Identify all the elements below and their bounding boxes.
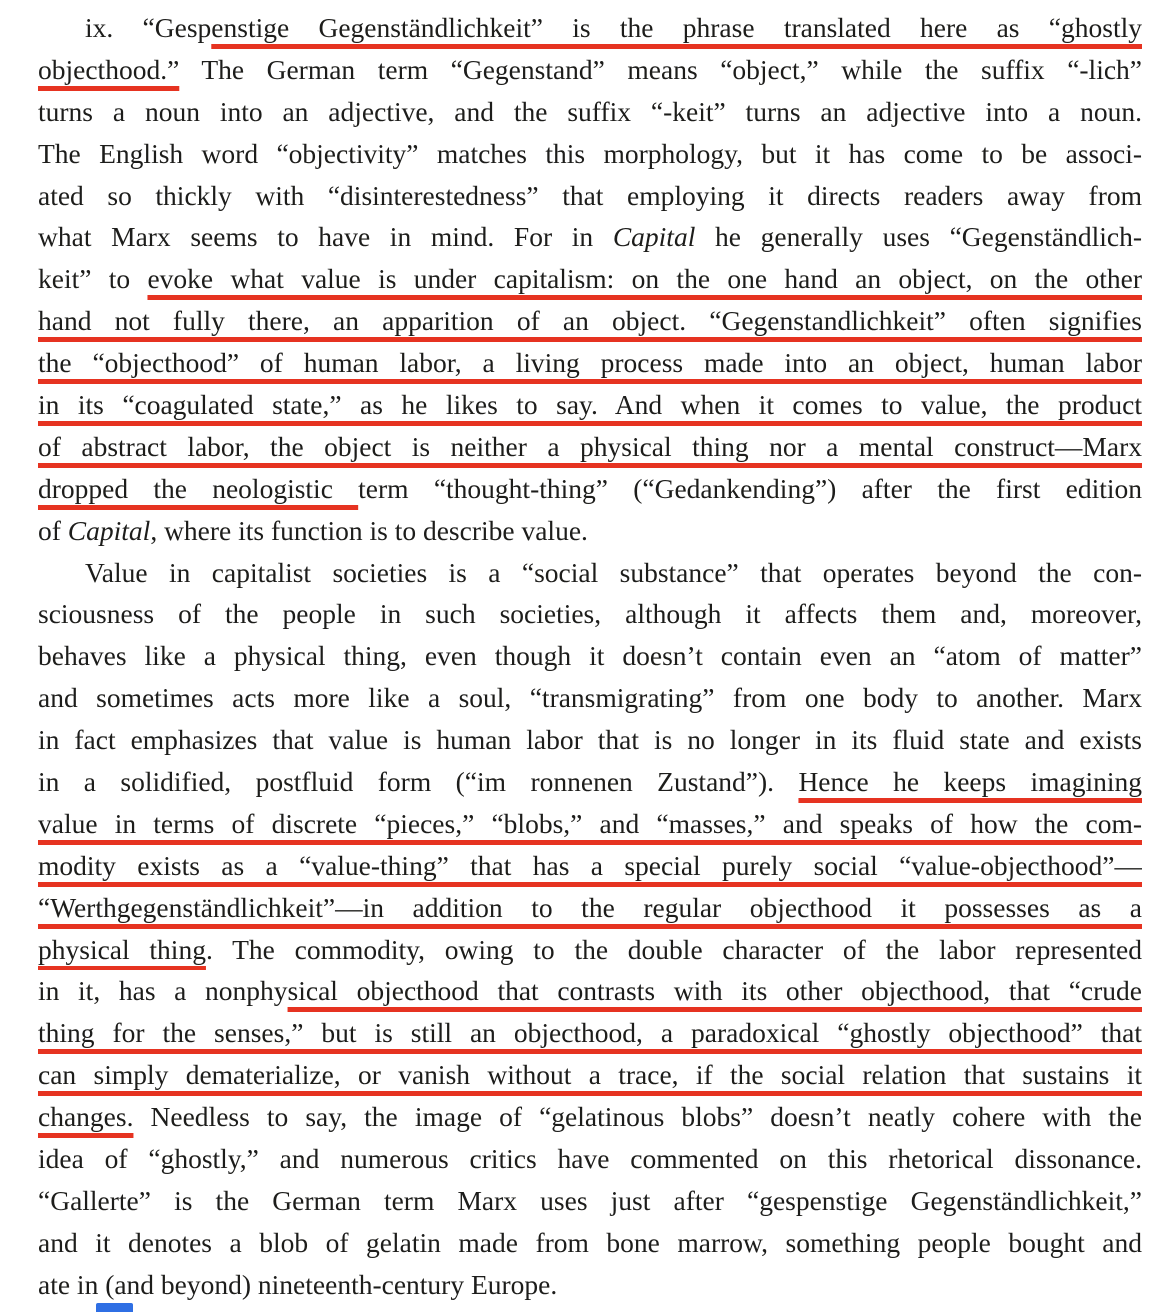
text-line (38, 342, 1142, 384)
text-line (38, 1012, 1142, 1054)
text-line (38, 175, 1142, 217)
text-line (38, 635, 1142, 677)
underlined-text: modity exists as a “value-thing” that has a special purely social “value-objecthood”— (38, 849, 1142, 881)
text-line (38, 887, 1142, 929)
text-line (38, 719, 1142, 761)
text-line (38, 49, 1142, 91)
underlined-text: can simply dematerialize, or vanish without a trace, if the social relation that sustains it (38, 1059, 1142, 1091)
text-line (38, 761, 1142, 803)
underlined-text: in its “coagulated state,” as he likes to say. And when it comes to value, the product (38, 389, 1142, 421)
italic-text: Capital (67, 514, 151, 546)
text-line (38, 552, 1142, 594)
underlined-text: enstige Gegenständlichkeit” is the phrase translated here as “ghostly (211, 12, 1142, 43)
text-line (38, 1180, 1142, 1222)
text-line (38, 677, 1142, 719)
text-segment: Value in capitalist societies is a “social substance” that operates beyond the con- (85, 556, 1142, 588)
underlined-text: hand not fully there, an apparition of an object. “Gegenstandlichkeit” often signifies (38, 305, 1142, 337)
text-segment: sciousness of the people in such societies, although it affects them and, moreover, (38, 598, 1142, 630)
underlined-text: physical thing (38, 933, 206, 965)
text-segment: The English word “objectivity” matches this morphology, but it has come to be associ- (38, 137, 1142, 169)
underlined-text: the “objecthood” of human labor, a living process made into an object, human labor (38, 347, 1142, 379)
text-segment: keit” to (38, 263, 148, 295)
text-line (38, 216, 1142, 258)
text-line (38, 300, 1142, 342)
text-line (38, 7, 1142, 49)
text-line (38, 803, 1142, 845)
text-segment: ate in (and beyond) nineteenth-century Europe. (38, 1268, 558, 1300)
text-line (38, 91, 1142, 133)
text-segment: . The commodity, owing to the double character of the labor represented (205, 933, 1142, 965)
underlined-text: thing for the senses,” but is still an objecthood, a paradoxical “ghostly objecthood” that (38, 1017, 1142, 1049)
text-line (38, 510, 1142, 552)
text-line (38, 593, 1142, 635)
text-segment: ix. “Gesp (85, 12, 212, 43)
text-line (38, 384, 1142, 426)
text-segment: in a solidified, postfluid form (“im ronnenen Zustand”). (38, 766, 799, 798)
text-line (38, 1138, 1142, 1180)
blue-indicator (96, 1303, 133, 1312)
underlined-text: of abstract labor, the object is neither a physical thing nor a mental construct—Marx (38, 430, 1142, 462)
text-segment: idea of “ghostly,” and numerous critics have commented on this rhetorical dissonance. (38, 1143, 1142, 1175)
underlined-text: dropped the neologistic (38, 472, 359, 504)
text-line (38, 970, 1142, 1012)
text-segment: , where its function is to describe value. (150, 514, 588, 546)
text-line (38, 468, 1142, 510)
text-segment: turns a noun into an adjective, and the suffix “-keit” turns an adjective into a noun. (38, 95, 1142, 127)
text-segment: he generally uses “Gegenständlich- (695, 221, 1142, 253)
text-segment: “Gallerte” is the German term Marx uses just after “gespenstige Gegenständlichkeit,” (38, 1184, 1142, 1216)
text-segment: and it denotes a blob of gelatin made from bone marrow, something people bought and (38, 1226, 1142, 1258)
underlined-text: sical objecthood that contrasts with its other objecthood, that “crude (287, 975, 1142, 1007)
text-segment: Needless to say, the image of “gelatinous blobs” doesn’t neatly cohere with the (133, 1101, 1142, 1133)
underlined-text: Hence he keeps imagining (798, 766, 1142, 798)
text-segment: in fact emphasizes that value is human labor that is no longer in its fluid state and exists (38, 724, 1142, 756)
text-line (38, 426, 1142, 468)
text-line (38, 133, 1142, 175)
underlined-text: value in terms of discrete “pieces,” “blobs,” and “masses,” and speaks of how the com- (38, 807, 1142, 839)
text-segment: ated so thickly with “disinterestedness” that employing it directs readers away from (38, 179, 1142, 211)
text-line (38, 258, 1142, 300)
text-line (38, 1054, 1142, 1096)
text-line (38, 929, 1142, 971)
text-segment: behaves like a physical thing, even though it doesn’t contain even an “atom of matter” (38, 640, 1142, 672)
text-segment: term “thought-thing” (“Gedankending”) after the first edition (358, 472, 1142, 504)
text-segment: in it, has a nonphy (38, 975, 288, 1007)
text-segment: and sometimes acts more like a soul, “transmigrating” from one body to another. Marx (38, 682, 1142, 714)
underlined-text: objecthood.” (38, 53, 180, 85)
underlined-text: evoke what value is under capitalism: on the one hand an object, on the other (147, 263, 1142, 295)
underlined-text: “Werthgegenständlichkeit”—in addition to the regular objecthood it possesses as a (38, 891, 1142, 923)
text-line (38, 1222, 1142, 1264)
body-text (38, 7, 1142, 1306)
text-line (38, 845, 1142, 887)
text-segment: The German term “Gegenstand” means “object,” while the suffix “-lich” (179, 53, 1142, 85)
text-line (38, 1096, 1142, 1138)
text-line (38, 1264, 1142, 1306)
text-segment: of (38, 514, 68, 546)
italic-text: Capital (612, 221, 696, 253)
text-segment: what Marx seems to have in mind. For in (38, 221, 613, 253)
underlined-text: changes. (38, 1101, 134, 1133)
